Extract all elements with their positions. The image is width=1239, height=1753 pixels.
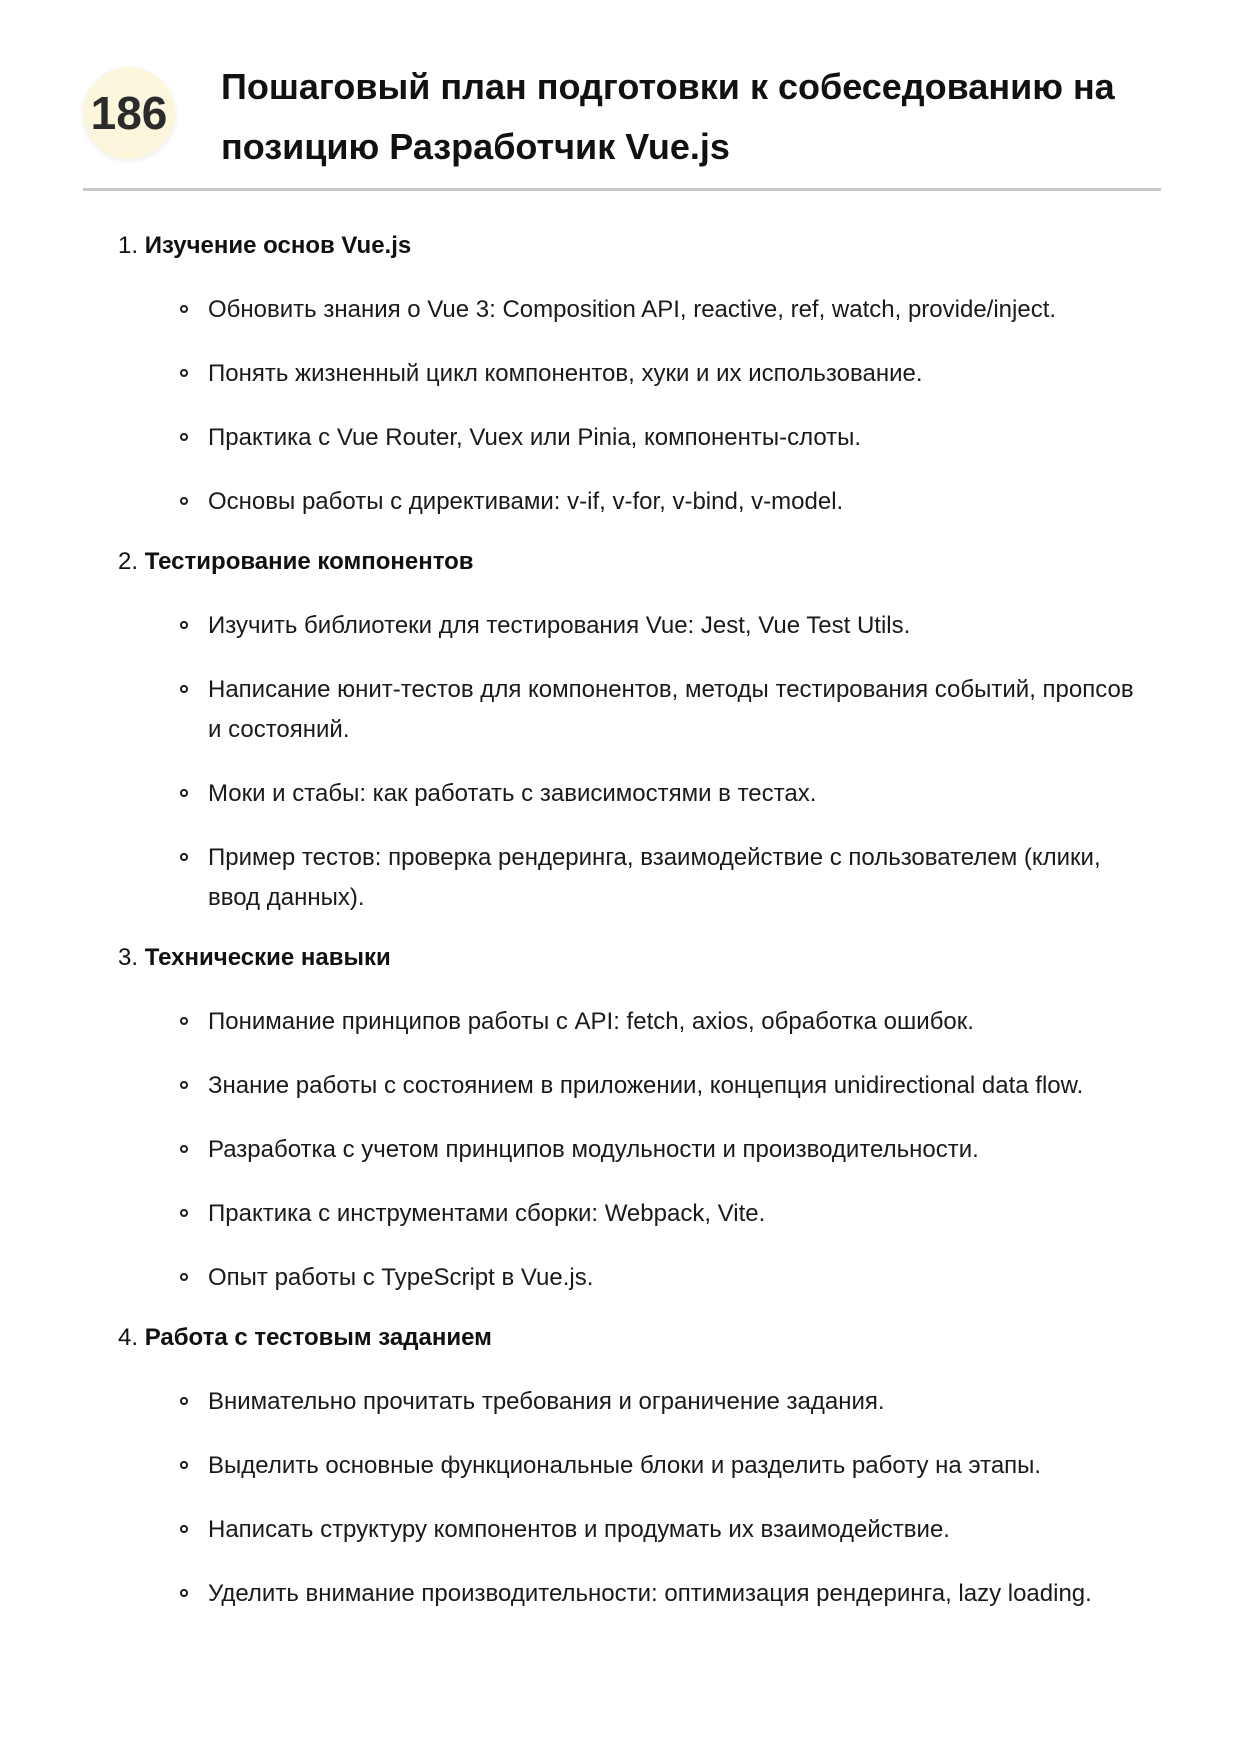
section-heading [118,226,1138,266]
section-number: 3. [118,944,139,971]
hollow-circle-bullet-icon [180,1081,188,1089]
bullet-list [118,606,1138,918]
hollow-circle-bullet-icon [180,1589,188,1597]
list-item-text: Выделить основные функциональные блоки и разделить работу на этапы. [208,1452,1042,1479]
list-item-text: Знание работы с состоянием в приложении, концепция unidirectional data flow. [208,1072,1084,1099]
list-item-text: Основы работы с директивами: v-if, v-for, v-bind, v-model. [208,488,844,515]
list-item-text: Опыт работы с TypeScript в Vue.js. [208,1264,594,1291]
list-item [118,606,1138,646]
section-title: Тестирование компонентов [144,548,474,575]
section-number: 4. [118,1324,139,1351]
section [118,226,1138,522]
list-item-text: Разработка с учетом принципов модульности и производительности. [208,1136,979,1163]
hollow-circle-bullet-icon [180,1397,188,1405]
page-header [83,57,1161,191]
section [118,938,1138,1298]
list-item [118,482,1138,522]
section-list [118,226,1138,1614]
hollow-circle-bullet-icon [180,1209,188,1217]
hollow-circle-bullet-icon [180,497,188,505]
page-title: Пошаговый план подготовки к собеседованию на позицию Разработчик Vue.js [221,66,1115,167]
hollow-circle-bullet-icon [180,789,188,797]
list-item [118,1510,1138,1550]
hollow-circle-bullet-icon [180,1273,188,1281]
hollow-circle-bullet-icon [180,1461,188,1469]
section [118,1318,1138,1614]
hollow-circle-bullet-icon [180,1525,188,1533]
list-item-text: Написать структуру компонентов и продумать их взаимодействие. [208,1516,950,1543]
section-number: 2. [118,548,139,575]
list-item [118,354,1138,394]
list-item-text: Моки и стабы: как работать с зависимостями в тестах. [208,780,817,807]
list-item [118,418,1138,458]
page-number-badge: 186 [83,67,175,159]
hollow-circle-bullet-icon [180,1145,188,1153]
list-item-text: Понимание принципов работы с API: fetch, axios, обработка ошибок. [208,1008,974,1035]
document-body [118,226,1138,1614]
list-item-text: Пример тестов: проверка рендеринга, взаимодействие с пользователем (клики, ввод данных). [208,844,1101,911]
list-item [118,670,1138,750]
list-item [118,838,1138,918]
list-item [118,1194,1138,1234]
section-title: Технические навыки [144,944,391,971]
list-item [118,1130,1138,1170]
list-item [118,290,1138,330]
hollow-circle-bullet-icon [180,433,188,441]
section-title: Работа с тестовым заданием [144,1324,492,1351]
list-item-text: Понять жизненный цикл компонентов, хуки и их использование. [208,360,923,387]
list-item [118,1446,1138,1486]
section-heading [118,938,1138,978]
list-item-text: Обновить знания о Vue 3: Composition API, reactive, ref, watch, provide/inject. [208,296,1057,323]
hollow-circle-bullet-icon [180,305,188,313]
list-item-text: Изучить библиотеки для тестирования Vue: Jest, Vue Test Utils. [208,612,911,639]
list-item-text: Практика с Vue Router, Vuex или Pinia, компоненты-слоты. [208,424,862,451]
list-item [118,1066,1138,1106]
list-item [118,1002,1138,1042]
bullet-list [118,1382,1138,1614]
list-item [118,1258,1138,1298]
list-item-text: Написание юнит-тестов для компонентов, методы тестирования событий, пропсов и состояний. [208,676,1134,743]
section-number: 1. [118,232,139,259]
hollow-circle-bullet-icon [180,853,188,861]
hollow-circle-bullet-icon [180,1017,188,1025]
section-heading [118,542,1138,582]
list-item [118,774,1138,814]
section [118,542,1138,918]
bullet-list [118,290,1138,522]
list-item-text: Практика с инструментами сборки: Webpack, Vite. [208,1200,766,1227]
hollow-circle-bullet-icon [180,369,188,377]
bullet-list [118,1002,1138,1298]
hollow-circle-bullet-icon [180,621,188,629]
section-heading [118,1318,1138,1358]
section-title: Изучение основ Vue.js [144,232,412,259]
list-item [118,1574,1138,1614]
list-item-text: Уделить внимание производительности: оптимизация рендеринга, lazy loading. [208,1580,1092,1607]
list-item [118,1382,1138,1422]
list-item-text: Внимательно прочитать требования и ограничение задания. [208,1388,885,1415]
hollow-circle-bullet-icon [180,685,188,693]
